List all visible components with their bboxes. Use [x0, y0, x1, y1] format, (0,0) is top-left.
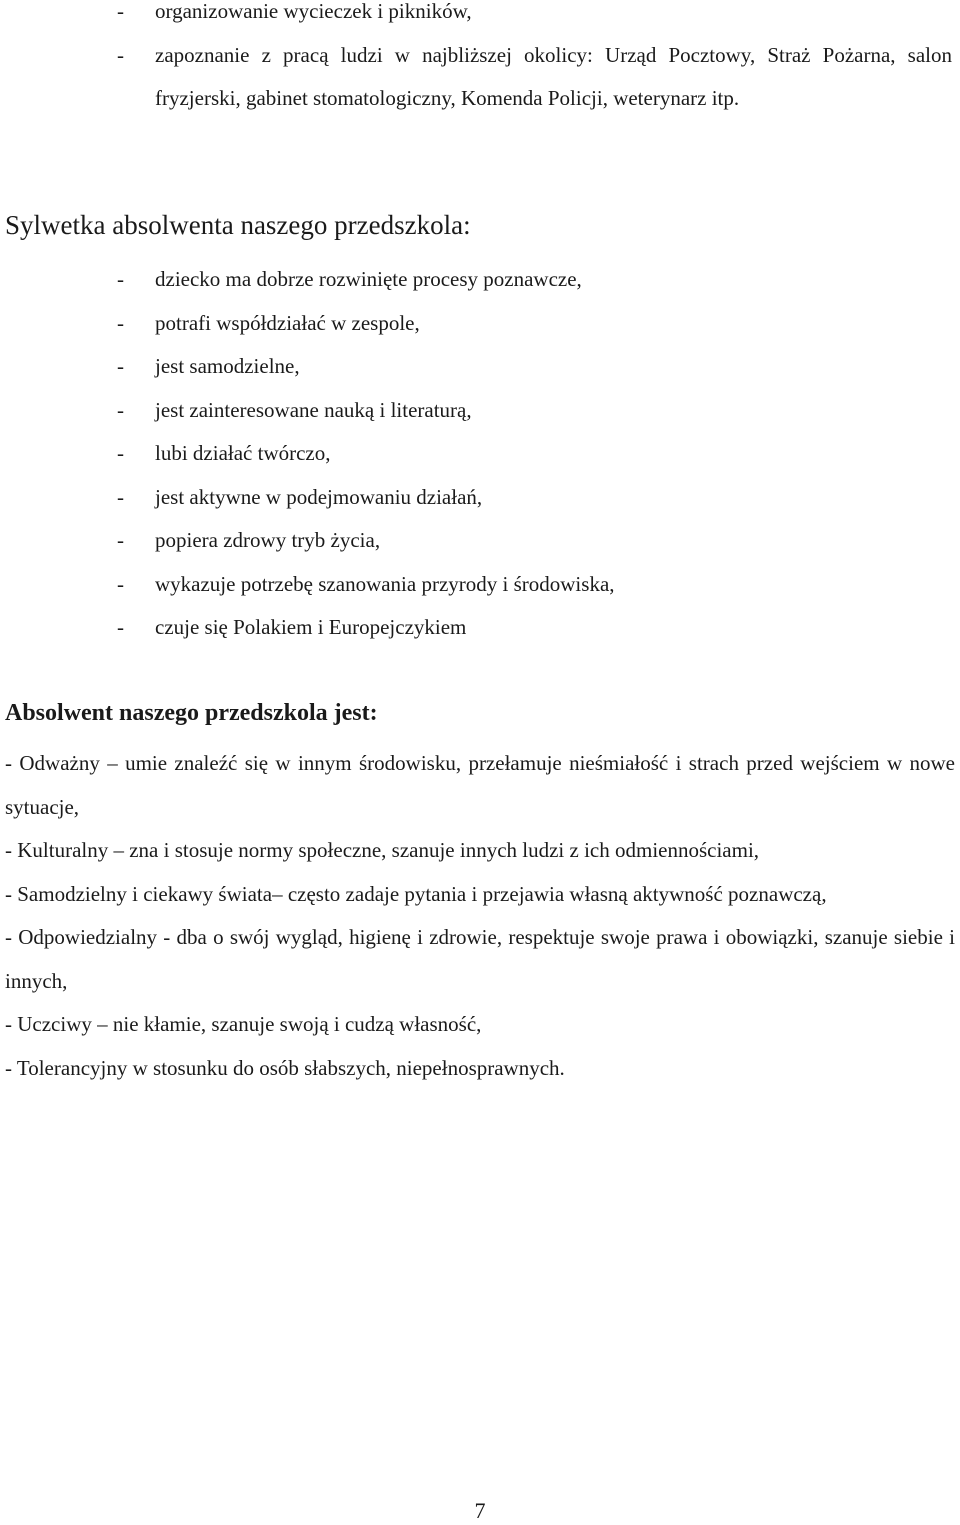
list-item — [0, 432, 960, 476]
list-item-text: jest samodzielne, — [155, 354, 300, 378]
list-item — [0, 34, 960, 121]
list-dash: - — [117, 397, 124, 422]
list-dash: - — [117, 267, 124, 291]
list-item — [0, 389, 960, 433]
list-dash: - — [117, 310, 124, 335]
absolwent-paragraph: - Samodzielny i ciekawy świata– często zadaje pytania i przejawia własną aktywność poznawczą, — [5, 881, 827, 906]
page-number: 7 — [474, 1498, 486, 1523]
absolwent-paragraph: - Odważny – umie znaleźć się w innym środowisku, przełamuje nieśmiałość i strach przed wejściem w nowe sytuacje, — [5, 751, 955, 819]
list-item-text: potrafi współdziałać w zespole, — [155, 310, 420, 335]
list-item — [0, 0, 960, 34]
list-dash: - — [117, 0, 124, 23]
list-item — [0, 302, 960, 346]
absolwent-paragraph: - Kulturalny – zna i stosuje normy społeczne, szanuje innych ludzi z ich odmiennościami, — [5, 838, 760, 862]
list-item-text: dziecko ma dobrze rozwinięte procesy poznawcze, — [155, 267, 582, 291]
list-item — [0, 563, 960, 607]
absolwent-paragraph: - Odpowiedzialny - dba o swój wygląd, higienę i zdrowie, respektuje swoje prawa i obowiązki, szanuje siebie i innych, — [5, 925, 955, 993]
absolwent-paragraph: - Uczciwy – nie kłamie, szanuje swoją i cudzą własność, — [5, 1012, 482, 1036]
list-item-text: lubi działać twórczo, — [155, 441, 331, 465]
list-dash: - — [117, 484, 124, 509]
intro-list — [0, 0, 960, 121]
absolwent-paragraph: - Tolerancyjny w stosunku do osób słabszych, niepełnosprawnych. — [5, 1055, 565, 1080]
list-item-text: czuje się Polakiem i Europejczykiem — [155, 615, 467, 639]
section-heading-absolwent: Absolwent naszego przedszkola jest: — [5, 700, 378, 726]
list-dash: - — [117, 42, 124, 67]
list-item-text: jest aktywne w podejmowaniu działań, — [155, 484, 483, 509]
list-item — [0, 345, 960, 389]
list-item-text: jest zainteresowane nauką i literaturą, — [155, 397, 472, 422]
list-dash: - — [117, 571, 124, 596]
section-heading-sylwetka: Sylwetka absolwenta naszego przedszkola: — [5, 210, 471, 240]
absolwent-section — [5, 742, 955, 1090]
list-item — [0, 476, 960, 520]
list-item-text: popiera zdrowy tryb życia, — [155, 528, 381, 552]
list-dash: - — [117, 441, 124, 465]
sylwetka-list — [0, 258, 960, 650]
list-item — [0, 519, 960, 563]
list-item-text: zapoznanie z pracą ludzi w najbliższej okolicy: Urząd Pocztowy, Straż Pożarna, salon fryzjerski, gabinet stomatologiczny, Komenda Policji, weterynarz itp. — [155, 42, 952, 110]
list-item — [0, 258, 960, 302]
list-item-text: organizowanie wycieczek i pikników, — [155, 0, 472, 23]
list-dash: - — [117, 615, 124, 639]
list-dash: - — [117, 528, 124, 552]
list-dash: - — [117, 354, 124, 378]
list-item-text: wykazuje potrzebę szanowania przyrody i środowiska, — [155, 571, 615, 596]
list-item — [0, 606, 960, 650]
